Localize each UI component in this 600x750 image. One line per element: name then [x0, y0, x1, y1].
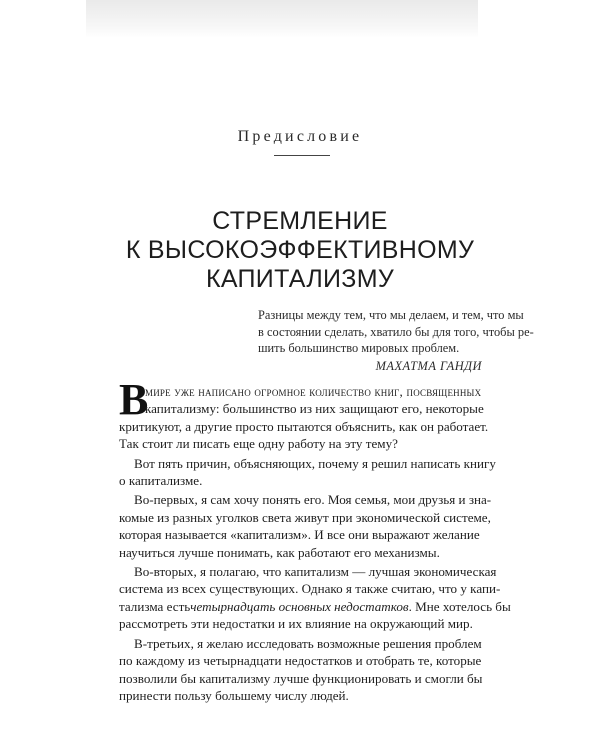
text-fragment: тализма есть	[119, 598, 191, 614]
chapter-title-line: СТРЕМЛЕНИЕ	[212, 207, 388, 235]
epigraph-line: в состоянии сделать, хватило бы для того, чтобы ре-	[258, 324, 534, 339]
epigraph-author: МАХАТМА ГАНДИ	[375, 358, 482, 373]
text-line: капитализму: большинство из них защищают его, некоторые	[145, 401, 484, 417]
text-line: Во-первых, я сам хочу понять его. Моя семья, мои друзья и зна-	[134, 492, 492, 508]
epigraph	[258, 307, 534, 374]
body-text	[119, 383, 511, 706]
section-label: Предисловие	[237, 128, 363, 145]
drop-cap: В	[119, 375, 149, 424]
text-line: критикуют, а другие просто пытаются объяснить, как он работает.	[119, 418, 489, 434]
text-line: позволили бы капитализму лучше функционировать и смогли бы	[119, 670, 483, 686]
paragraph	[119, 635, 481, 705]
text-line: Во-вторых, я полагаю, что капитализм — лучшая экономическая	[134, 564, 497, 580]
text-line: по каждому из четырнадцати недостатков и отобрать те, которые	[119, 653, 482, 669]
text-line: которая называется «капитализм». И все они выражают желание	[119, 527, 480, 543]
text-line: Вот пять причин, объясняющих, почему я решил написать книгу	[134, 455, 496, 471]
text-line: рассмотреть эти недостатки и их влияние на окружающий мир.	[119, 616, 473, 632]
epigraph-line: шить большинство мировых проблем.	[258, 341, 460, 355]
paragraph	[119, 455, 496, 490]
text-line: система из всех существующих. Однако я также считаю, что у капи-	[119, 581, 501, 597]
paragraph	[119, 563, 511, 633]
text-line: комые из разных уголков света живут при экономической системе,	[119, 509, 491, 525]
section-rule	[274, 155, 330, 156]
paragraph	[119, 491, 492, 561]
paragraph	[119, 383, 489, 453]
text-line: принести пользу большему числу людей.	[119, 687, 349, 703]
chapter-title-line: КАПИТАЛИЗМУ	[205, 265, 395, 293]
emphasis-text: четырнадцать основных недостатков	[190, 598, 409, 614]
chapter-title	[0, 207, 600, 294]
text-line	[119, 598, 511, 615]
text-line: В-третьих, я желаю исследовать возможные решения проблем	[134, 635, 482, 651]
chapter-title-line: К ВЫСОКОЭФФЕКТИВНОМУ	[125, 236, 475, 264]
text-line: Так стоит ли писать еще одну работу на эту тему?	[119, 436, 398, 452]
text-line: научиться лучше понимать, как работают его механизмы.	[119, 544, 440, 560]
text-line: о капитализме.	[119, 473, 203, 489]
text-fragment: . Мне хотелось бы	[408, 598, 511, 614]
epigraph-line: Разницы между тем, что мы делаем, и тем, что мы	[258, 308, 524, 322]
lead-text: мире уже написано огромное количество книг, посвященных	[145, 384, 482, 399]
scan-shadow	[86, 0, 478, 38]
text-line	[119, 383, 481, 400]
